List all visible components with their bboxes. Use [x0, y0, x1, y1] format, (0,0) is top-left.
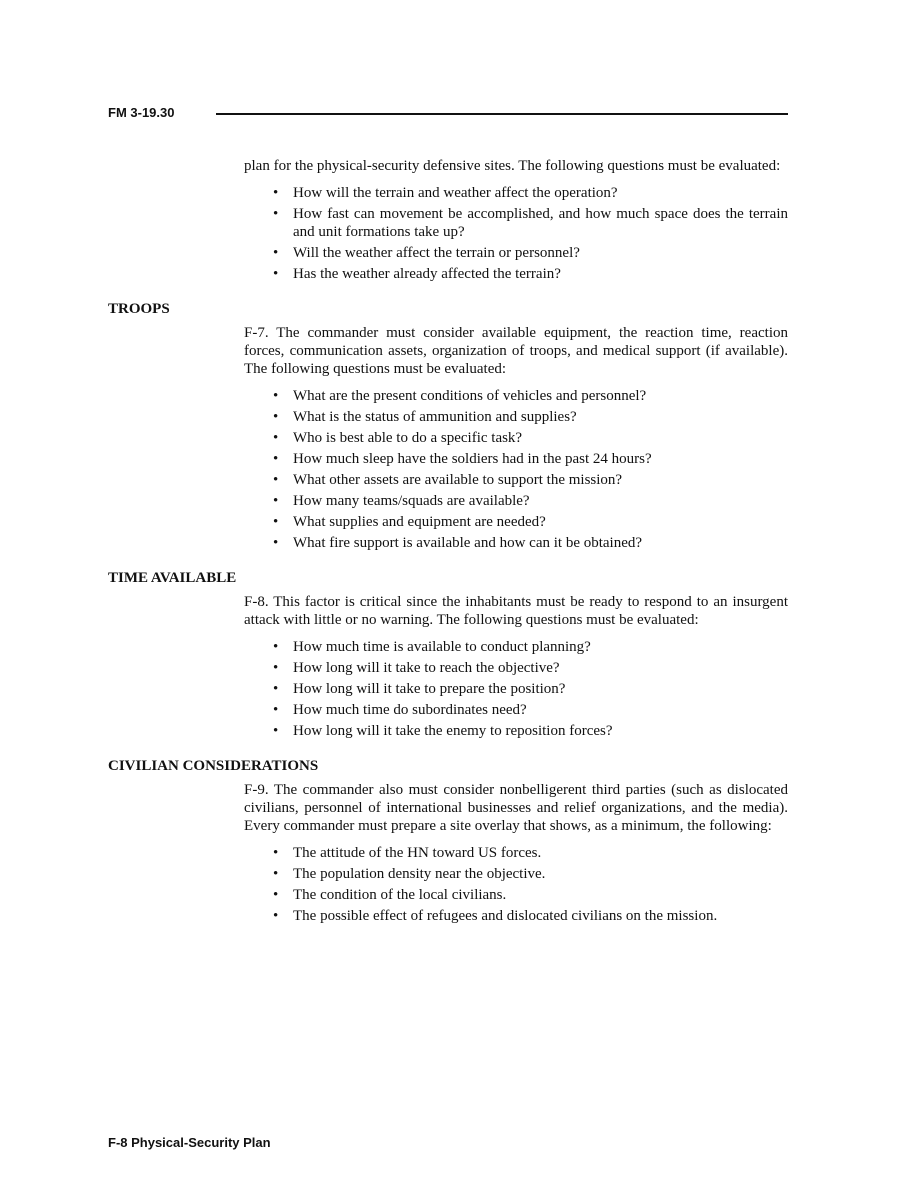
civilian-considerations-section	[108, 757, 788, 925]
bullet-icon: •	[273, 245, 279, 261]
civilian-considerations-paragraph: F-9. The commander also must consider nonbelligerent third parties (such as dislocated civilians, personnel of international businesses and relief organizations, and the media). Every commander must prepare a site overlay that shows, as a minimum, the following:	[244, 782, 788, 834]
intro-paragraph: plan for the physical-security defensive sites. The following questions must be evaluated:	[244, 158, 781, 174]
bullet-icon: •	[273, 887, 279, 903]
list-item-text: How will the terrain and weather affect the operation?	[293, 185, 618, 201]
list-item	[273, 638, 788, 656]
list-item	[273, 701, 788, 719]
list-item-text: How long will it take to reach the objective?	[293, 660, 560, 676]
list-item	[273, 492, 788, 510]
list-item	[273, 205, 788, 241]
manual-id: FM 3-19.30	[108, 105, 175, 120]
list-item	[273, 408, 788, 426]
list-item-text: How much time is available to conduct planning?	[293, 639, 591, 655]
list-item	[273, 513, 788, 531]
bullet-icon: •	[273, 535, 279, 551]
troops-bullet-list	[273, 387, 788, 552]
list-item	[273, 429, 788, 447]
bullet-icon: •	[273, 681, 279, 697]
troops-section	[108, 300, 788, 552]
bullet-icon: •	[273, 702, 279, 718]
list-item	[273, 184, 788, 202]
list-item-text: How many teams/squads are available?	[293, 493, 530, 509]
list-item	[273, 450, 788, 468]
section-heading-civilian-considerations: CIVILIAN CONSIDERATIONS	[108, 758, 319, 774]
bullet-icon: •	[273, 430, 279, 446]
time-available-bullet-list	[273, 638, 788, 740]
list-item-text: The population density near the objective.	[293, 866, 546, 882]
list-item-text: How long will it take the enemy to reposition forces?	[293, 723, 613, 739]
list-item-text: How much time do subordinates need?	[293, 702, 527, 718]
list-item	[273, 865, 788, 883]
list-item	[273, 722, 788, 740]
list-item	[273, 680, 788, 698]
troops-paragraph: F-7. The commander must consider available equipment, the reaction time, reaction forces, communication assets, organization of troops, and medical support (if available). The following questions must be evaluated:	[244, 325, 788, 377]
intro-bullet-list	[273, 184, 788, 283]
list-item	[273, 471, 788, 489]
bullet-icon: •	[273, 514, 279, 530]
bullet-icon: •	[273, 266, 279, 282]
bullet-icon: •	[273, 866, 279, 882]
header-rule	[216, 113, 788, 115]
list-item	[273, 886, 788, 904]
list-item	[273, 844, 788, 862]
list-item-text: What are the present conditions of vehicles and personnel?	[293, 388, 647, 404]
section-heading-troops: TROOPS	[108, 301, 170, 317]
bullet-icon: •	[273, 388, 279, 404]
list-item-text: Has the weather already affected the terrain?	[293, 266, 561, 282]
time-available-paragraph: F-8. This factor is critical since the inhabitants must be ready to respond to an insurgent attack with little or no warning. The following questions must be evaluated:	[244, 594, 788, 628]
bullet-icon: •	[273, 409, 279, 425]
list-item-text: How much sleep have the soldiers had in the past 24 hours?	[293, 451, 652, 467]
list-item-text: The condition of the local civilians.	[293, 887, 507, 903]
bullet-icon: •	[273, 723, 279, 739]
list-item	[273, 387, 788, 405]
bullet-icon: •	[273, 908, 279, 924]
intro-section	[108, 157, 788, 283]
bullet-icon: •	[273, 639, 279, 655]
list-item	[273, 244, 788, 262]
list-item-text: What other assets are available to support the mission?	[293, 472, 623, 488]
bullet-icon: •	[273, 493, 279, 509]
page-content	[108, 157, 788, 928]
bullet-icon: •	[273, 206, 279, 222]
list-item-text: What supplies and equipment are needed?	[293, 514, 546, 530]
list-item	[273, 659, 788, 677]
section-heading-time-available: TIME AVAILABLE	[108, 570, 237, 586]
bullet-icon: •	[273, 472, 279, 488]
list-item-text: Will the weather affect the terrain or personnel?	[293, 245, 580, 261]
page-header	[108, 104, 788, 124]
list-item-text: What fire support is available and how can it be obtained?	[293, 535, 643, 551]
list-item-text: Who is best able to do a specific task?	[293, 430, 523, 446]
bullet-icon: •	[273, 451, 279, 467]
civilian-considerations-bullet-list	[273, 844, 788, 925]
list-item-text: What is the status of ammunition and supplies?	[293, 409, 577, 425]
page-footer: F-8 Physical-Security Plan	[108, 1135, 271, 1150]
list-item	[273, 907, 788, 925]
bullet-icon: •	[273, 660, 279, 676]
list-item-text: How long will it take to prepare the position?	[293, 681, 566, 697]
bullet-icon: •	[273, 845, 279, 861]
list-item-text: How fast can movement be accomplished, and how much space does the terrain and unit formations take up?	[293, 206, 788, 240]
time-available-section	[108, 569, 788, 740]
list-item-text: The attitude of the HN toward US forces.	[293, 845, 542, 861]
bullet-icon: •	[273, 185, 279, 201]
list-item	[273, 534, 788, 552]
list-item	[273, 265, 788, 283]
list-item-text: The possible effect of refugees and dislocated civilians on the mission.	[293, 908, 718, 924]
